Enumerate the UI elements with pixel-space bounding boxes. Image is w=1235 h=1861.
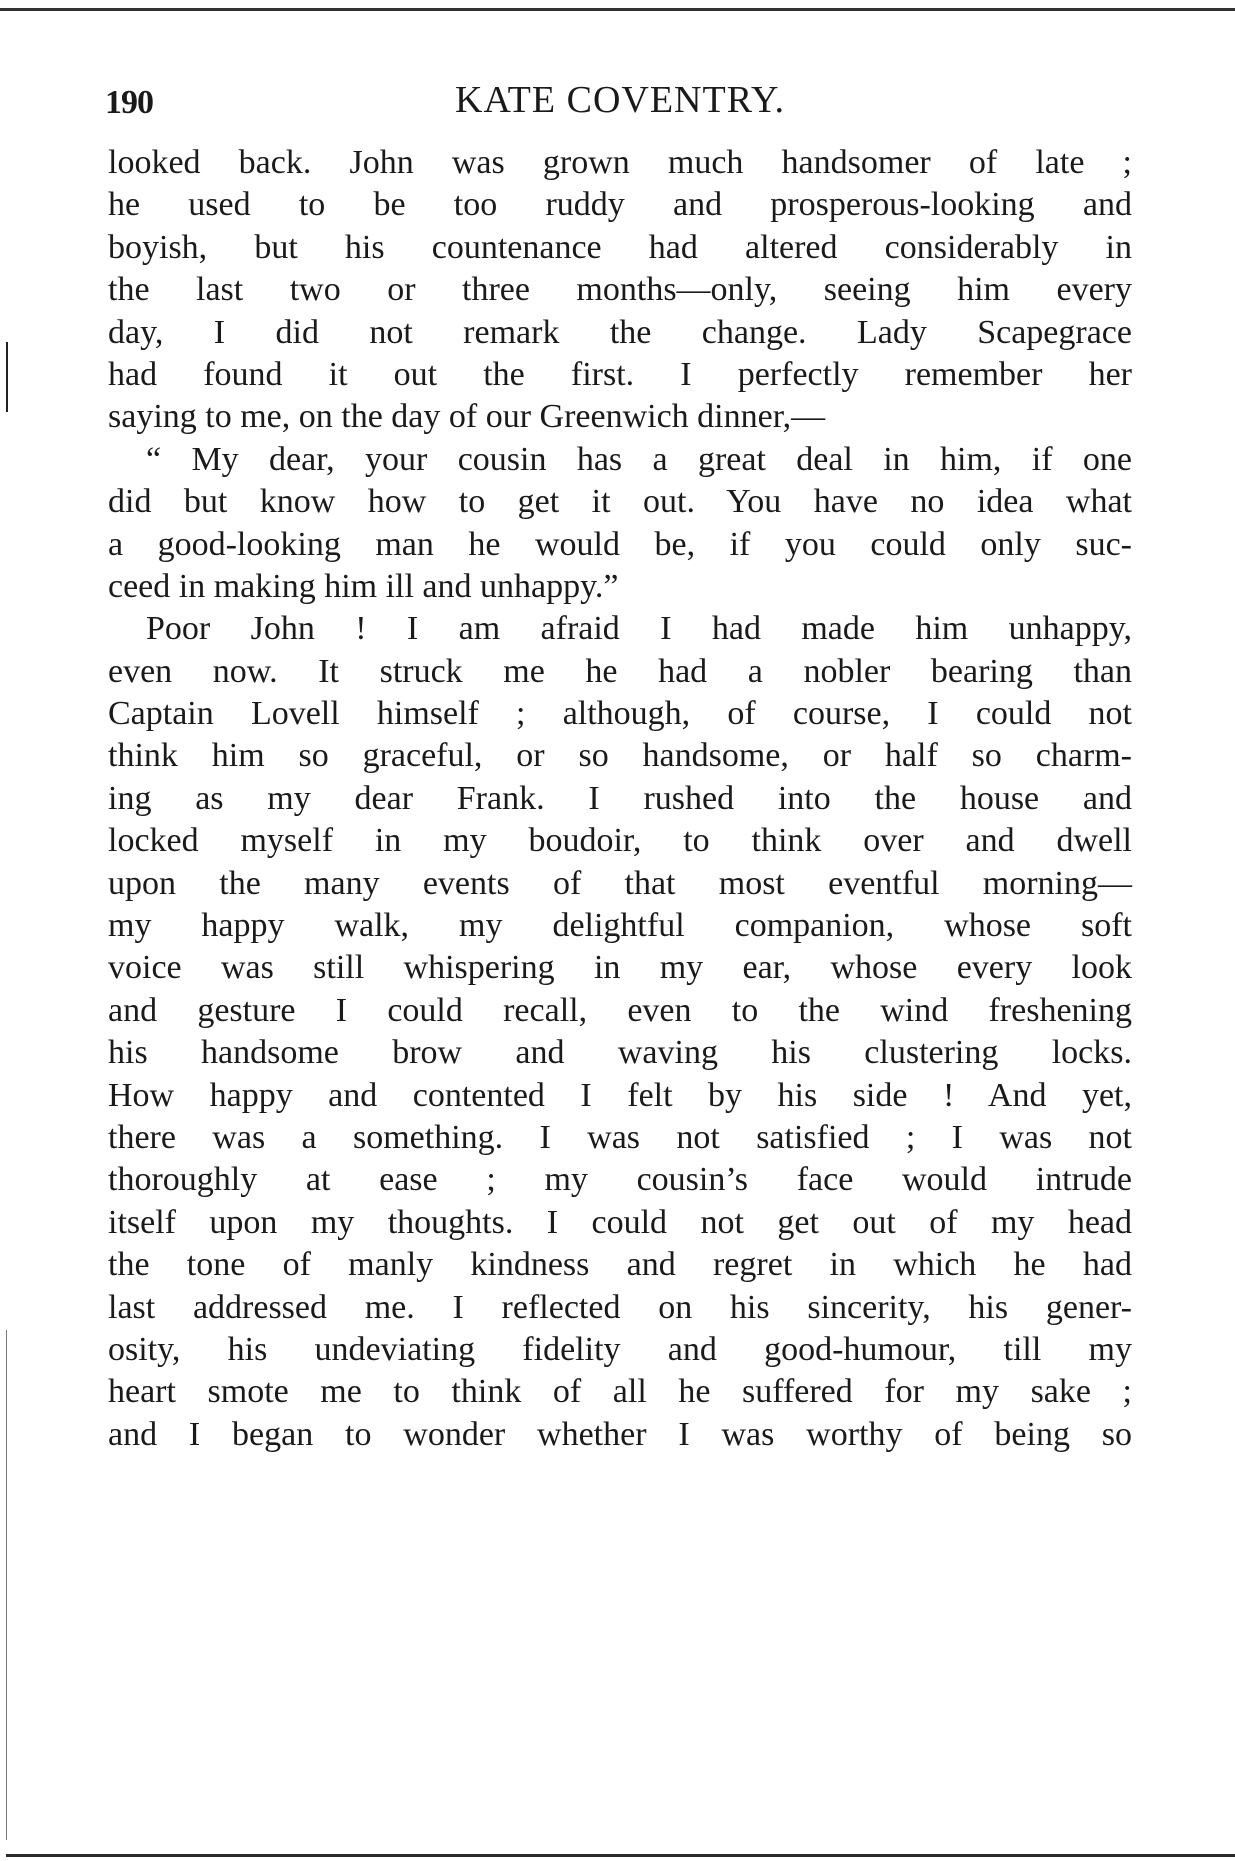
text-line: the last two or three months—only, seeing him every: [108, 271, 1132, 309]
text-line: a good-looking man he would be, if you could only suc-: [108, 525, 1132, 563]
text-line: locked myself in my boudoir, to think over and dwell: [108, 822, 1132, 860]
text-line: heart smote me to think of all he suffered for my sake ;: [108, 1373, 1132, 1411]
top-rule: [0, 8, 1235, 11]
text-line: my happy walk, my delightful companion, whose soft: [108, 907, 1132, 945]
text-line: boyish, but his countenance had altered considerably in: [108, 228, 1132, 266]
text-line: Poor John ! I am afraid I had made him unhappy,: [146, 610, 1132, 648]
margin-mark: [6, 342, 8, 412]
body-text: [108, 142, 1132, 1456]
text-line: he used to be too ruddy and prosperous-looking and: [108, 186, 1132, 224]
text-line: voice was still whispering in my ear, whose every look: [108, 949, 1132, 987]
text-line: osity, his undeviating fidelity and good-humour, till my: [108, 1330, 1132, 1368]
text-line: there was a something. I was not satisfied ; I was not: [108, 1118, 1132, 1156]
text-line: “ My dear, your cousin has a great deal in him, if one: [146, 440, 1132, 478]
text-line: ceed in making him ill and unhappy.”: [108, 567, 619, 605]
text-line: ing as my dear Frank. I rushed into the house and: [108, 779, 1132, 817]
text-line: and gesture I could recall, even to the wind freshening: [108, 991, 1132, 1029]
text-line: and I began to wonder whether I was worthy of being so: [108, 1415, 1132, 1453]
text-line: How happy and contented I felt by his side ! And yet,: [108, 1076, 1132, 1114]
text-line: upon the many events of that most eventful morning—: [108, 864, 1132, 902]
text-line: think him so graceful, or so handsome, or half so charm-: [108, 737, 1132, 775]
page-number: 190: [105, 84, 153, 121]
text-line: itself upon my thoughts. I could not get out of my head: [108, 1203, 1132, 1241]
text-line: had found it out the first. I perfectly remember her: [108, 355, 1132, 393]
text-line: did but know how to get it out. You have no idea what: [108, 483, 1132, 521]
page-header: [105, 78, 1135, 130]
text-line: the tone of manly kindness and regret in which he had: [108, 1246, 1132, 1284]
text-line: saying to me, on the day of our Greenwich dinner,—: [108, 398, 826, 436]
bottom-rule: [6, 1854, 1235, 1857]
text-line: looked back. John was grown much handsomer of late ;: [108, 144, 1132, 181]
text-line: his handsome brow and waving his clustering locks.: [108, 1034, 1132, 1072]
running-title: KATE COVENTRY.: [455, 79, 785, 121]
text-line: Captain Lovell himself ; although, of course, I could not: [108, 695, 1132, 733]
text-line: even now. It struck me he had a nobler bearing than: [108, 652, 1132, 690]
margin-mark: [6, 1330, 7, 1840]
text-line: thoroughly at ease ; my cousin’s face would intrude: [108, 1161, 1132, 1199]
text-line: last addressed me. I reflected on his sincerity, his gener-: [108, 1288, 1132, 1326]
text-line: day, I did not remark the change. Lady Scapegrace: [108, 313, 1132, 351]
